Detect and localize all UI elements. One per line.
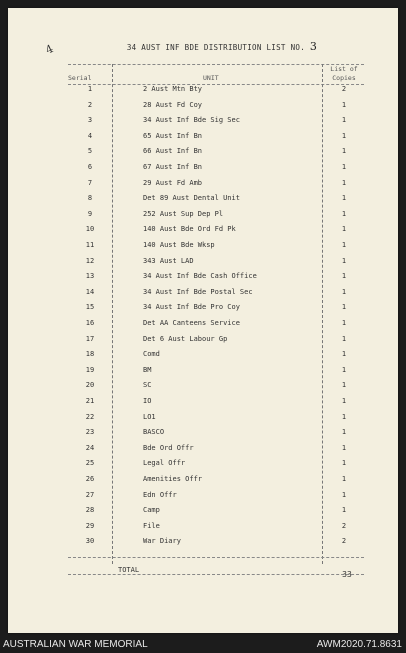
row-copies: 1: [341, 459, 347, 468]
row-serial: 18: [85, 350, 95, 359]
row-unit: Camp: [143, 506, 160, 515]
table-row: [8, 257, 398, 272]
header-serial: Serial: [68, 74, 92, 82]
row-unit: 140 Aust Bde Wksp: [143, 241, 215, 249]
row-unit: 34 Aust Inf Bde Sig Sec: [143, 116, 240, 125]
row-serial: 22: [85, 412, 95, 421]
table-row: [8, 179, 398, 194]
title-text: 34 AUST INF BDE DISTRIBUTION LIST NO.: [126, 43, 306, 52]
table-row: [8, 522, 398, 537]
document-page: [8, 8, 398, 633]
table-row: [8, 537, 398, 552]
table-row: [8, 428, 398, 443]
row-copies: 1: [341, 131, 347, 140]
row-copies: 1: [341, 287, 347, 296]
row-unit: 34 Aust Inf Bde Postal Sec: [143, 287, 253, 296]
row-copies: 1: [341, 178, 347, 187]
row-copies: 1: [341, 256, 347, 265]
row-unit: 2 Aust Mtn Bty: [143, 85, 203, 93]
row-unit: File: [143, 521, 160, 530]
document-title: [8, 40, 398, 53]
table-row: [8, 366, 398, 381]
table-row: [8, 272, 398, 287]
row-serial: 16: [85, 319, 95, 327]
row-copies: 1: [341, 350, 347, 359]
row-serial: 17: [85, 334, 95, 343]
row-unit: Det AA Canteens Service: [143, 319, 240, 327]
table-row: [8, 101, 398, 116]
row-unit: 28 Aust Fd Coy: [143, 100, 203, 109]
table-row: [8, 397, 398, 412]
row-serial: 25: [85, 459, 95, 468]
table-row: [8, 350, 398, 365]
row-copies: 1: [341, 100, 347, 109]
row-unit: BASCO: [143, 428, 165, 437]
table-row: [8, 506, 398, 521]
row-serial: 23: [85, 428, 95, 437]
row-unit: Legal Offr: [143, 459, 186, 468]
row-serial: 3: [87, 116, 93, 125]
row-serial: 12: [85, 256, 95, 265]
table-row: [8, 132, 398, 147]
row-serial: 14: [85, 287, 95, 296]
table-row: [8, 241, 398, 256]
header-copies-line1: List of: [330, 65, 358, 73]
row-copies: 1: [341, 334, 347, 343]
row-unit: 343 Aust LAD: [143, 256, 194, 265]
row-copies: 2: [341, 85, 347, 93]
row-serial: 2: [87, 100, 93, 109]
total-value: 33: [342, 570, 352, 579]
total-top-rule: [68, 557, 364, 558]
footer-institution: AUSTRALIAN WAR MEMORIAL: [3, 639, 148, 650]
table-row: [8, 335, 398, 350]
row-copies: 1: [341, 225, 347, 234]
handwritten-mark: 4: [43, 42, 56, 57]
row-serial: 8: [87, 194, 93, 203]
row-copies: 1: [341, 506, 347, 515]
row-serial: 7: [87, 178, 93, 187]
row-copies: 1: [341, 365, 347, 374]
table-row: [8, 116, 398, 131]
row-serial: 5: [87, 147, 93, 156]
row-copies: 1: [341, 319, 347, 327]
row-unit: IO: [143, 397, 152, 405]
row-copies: 1: [341, 490, 347, 499]
row-unit: 66 Aust Inf Bn: [143, 147, 203, 156]
row-copies: 1: [341, 428, 347, 437]
row-copies: 1: [341, 116, 347, 125]
table-row: [8, 194, 398, 209]
row-copies: 1: [341, 475, 347, 483]
row-serial: 30: [85, 537, 95, 546]
header-unit: UNIT: [203, 74, 219, 82]
row-serial: 20: [85, 381, 95, 390]
table-row: [8, 319, 398, 334]
row-unit: Amenities Offr: [143, 475, 203, 483]
row-serial: 29: [85, 521, 95, 530]
table-row: [8, 225, 398, 240]
row-copies: 1: [341, 443, 347, 452]
row-unit: Det 89 Aust Dental Unit: [143, 194, 240, 203]
table-row: [8, 413, 398, 428]
row-serial: 10: [85, 225, 95, 234]
row-copies: 1: [341, 272, 347, 281]
row-unit: Edn Offr: [143, 490, 177, 499]
header-copies-line2: Copies: [332, 74, 356, 82]
row-unit: 29 Aust Fd Amb: [143, 178, 203, 187]
row-serial: 6: [87, 163, 93, 171]
table-row: [8, 303, 398, 318]
row-unit: 34 Aust Inf Bde Cash Office: [143, 272, 257, 281]
row-copies: 2: [341, 537, 347, 546]
row-copies: 1: [341, 381, 347, 390]
row-serial: 4: [87, 131, 93, 140]
row-serial: 19: [85, 365, 95, 374]
row-unit: LO1: [143, 412, 156, 421]
table-row: [8, 459, 398, 474]
row-copies: 1: [341, 412, 347, 421]
row-unit: Comd: [143, 350, 160, 359]
table-row: [8, 475, 398, 490]
table-row: [8, 444, 398, 459]
footer-reference: AWM2020.71.8631: [316, 639, 402, 650]
total-bottom-rule: [68, 574, 364, 575]
row-unit: War Diary: [143, 537, 181, 546]
row-serial: 21: [85, 397, 95, 405]
table-row: [8, 288, 398, 303]
header-copies: [326, 65, 362, 83]
row-unit: 140 Aust Bde Ord Fd Pk: [143, 225, 236, 234]
row-unit: 34 Aust Inf Bde Pro Coy: [143, 303, 240, 312]
archive-footer: [0, 637, 406, 653]
row-copies: 1: [341, 303, 347, 312]
list-number: 3: [309, 40, 318, 53]
row-serial: 1: [87, 85, 93, 93]
row-copies: 1: [341, 163, 347, 171]
table-row: [8, 163, 398, 178]
row-serial: 15: [85, 303, 95, 312]
row-copies: 1: [341, 147, 347, 156]
row-unit: Bde Ord Offr: [143, 443, 194, 452]
row-serial: 27: [85, 490, 95, 499]
row-copies: 2: [341, 521, 347, 530]
row-serial: 24: [85, 443, 95, 452]
row-serial: 28: [85, 506, 95, 515]
row-serial: 9: [87, 209, 93, 218]
table-row: [8, 85, 398, 100]
total-label: TOTAL: [118, 566, 140, 574]
row-serial: 11: [85, 241, 95, 249]
row-copies: 1: [341, 241, 347, 249]
table-row: [8, 491, 398, 506]
row-unit: BM: [143, 365, 152, 374]
row-serial: 13: [85, 272, 95, 281]
table-row: [8, 210, 398, 225]
row-copies: 1: [341, 397, 347, 405]
table-row: [8, 147, 398, 162]
row-unit: SC: [143, 381, 152, 390]
row-copies: 1: [341, 209, 347, 218]
row-unit: 252 Aust Sup Dep Pl: [143, 209, 224, 218]
row-unit: 65 Aust Inf Bn: [143, 131, 203, 140]
row-unit: Det 6 Aust Labour Gp: [143, 334, 228, 343]
row-copies: 1: [341, 194, 347, 203]
row-serial: 26: [85, 475, 95, 483]
table-row: [8, 381, 398, 396]
row-unit: 67 Aust Inf Bn: [143, 163, 203, 171]
